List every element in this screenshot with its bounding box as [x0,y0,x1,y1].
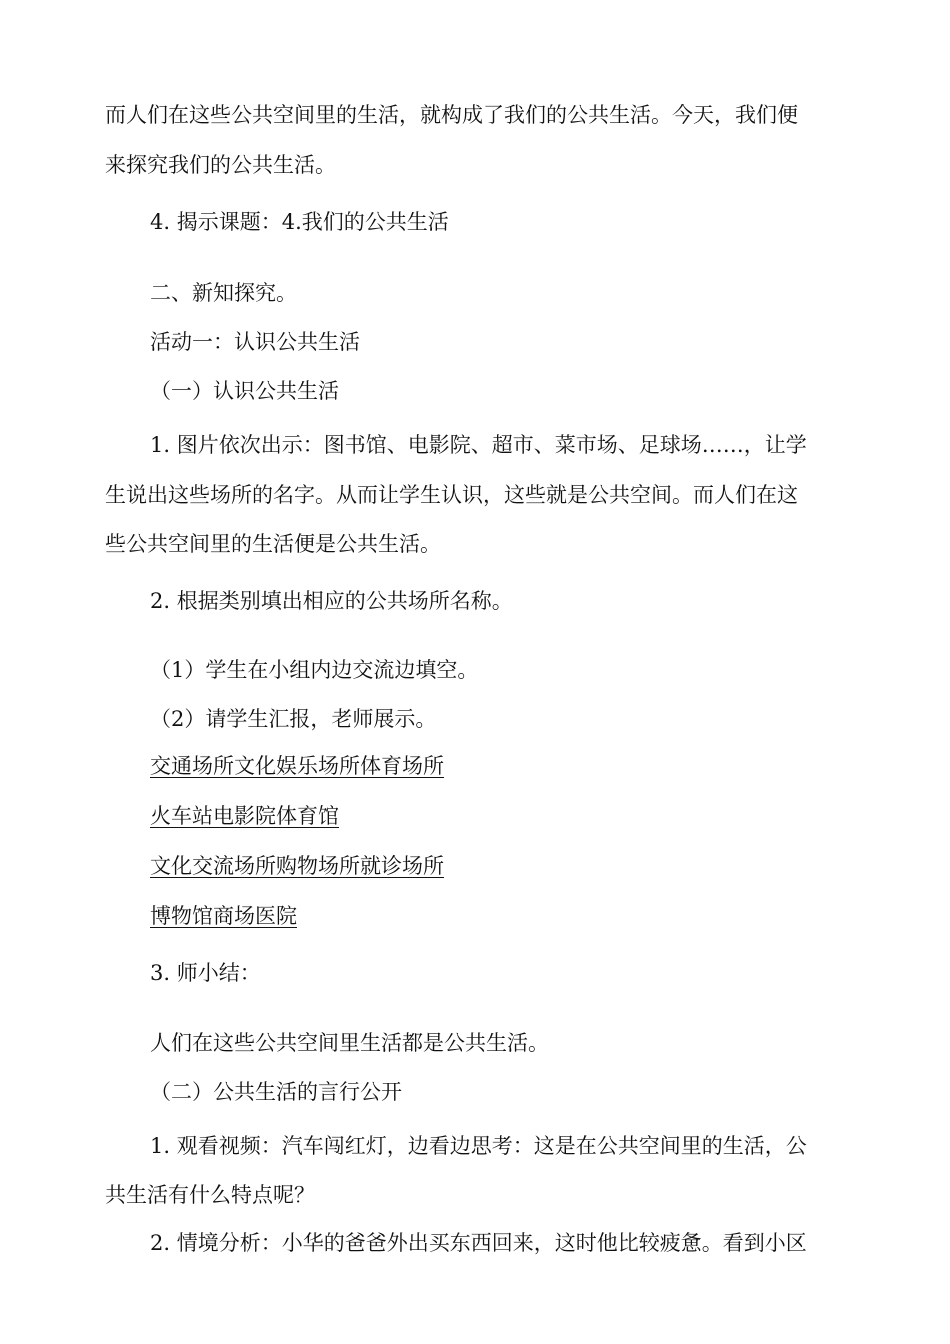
subsection-heading: （二）公共生活的言行公开 [150,1080,402,1104]
paragraph-line: 来探究我们的公共生活。 [105,153,336,177]
list-item: （1）学生在小组内边交流边填空。 [150,658,479,682]
lesson-title-line: 4. 揭示课题：4.我们的公共生活 [150,210,449,234]
paragraph-line: 2. 根据类别填出相应的公共场所名称。 [150,589,513,613]
underlined-line: 文化交流场所购物场所就诊场所 [150,854,444,878]
paragraph-line: 些公共空间里的生活便是公共生活。 [105,532,441,556]
paragraph-line: 而人们在这些公共空间里的生活，就构成了我们的公共生活。今天，我们便 [105,103,798,127]
paragraph-line: 生说出这些场所的名字。从而让学生认识，这些就是公共空间。而人们在这 [105,483,798,507]
paragraph-line: 1. 图片依次出示：图书馆、电影院、超市、菜市场、足球场……，让学 [150,433,807,457]
underlined-line: 交通场所文化娱乐场所体育场所 [150,754,444,778]
underlined-line: 博物馆商场医院 [150,904,297,928]
paragraph-line: 1. 观看视频：汽车闯红灯，边看边思考：这是在公共空间里的生活，公 [150,1134,807,1158]
underlined-line: 火车站电影院体育馆 [150,804,339,828]
section-heading: 二、新知探究。 [150,281,297,305]
list-item: （2）请学生汇报，老师展示。 [150,707,437,731]
paragraph-line: 共生活有什么特点呢？ [105,1183,315,1207]
subsection-heading: （一）认识公共生活 [150,379,339,403]
paragraph-line: 人们在这些公共空间里生活都是公共生活。 [150,1031,549,1055]
activity-heading: 活动一：认识公共生活 [150,330,360,354]
paragraph-line: 3. 师小结： [150,961,261,985]
paragraph-line: 2. 情境分析：小华的爸爸外出买东西回来，这时他比较疲惫。看到小区 [150,1231,807,1255]
